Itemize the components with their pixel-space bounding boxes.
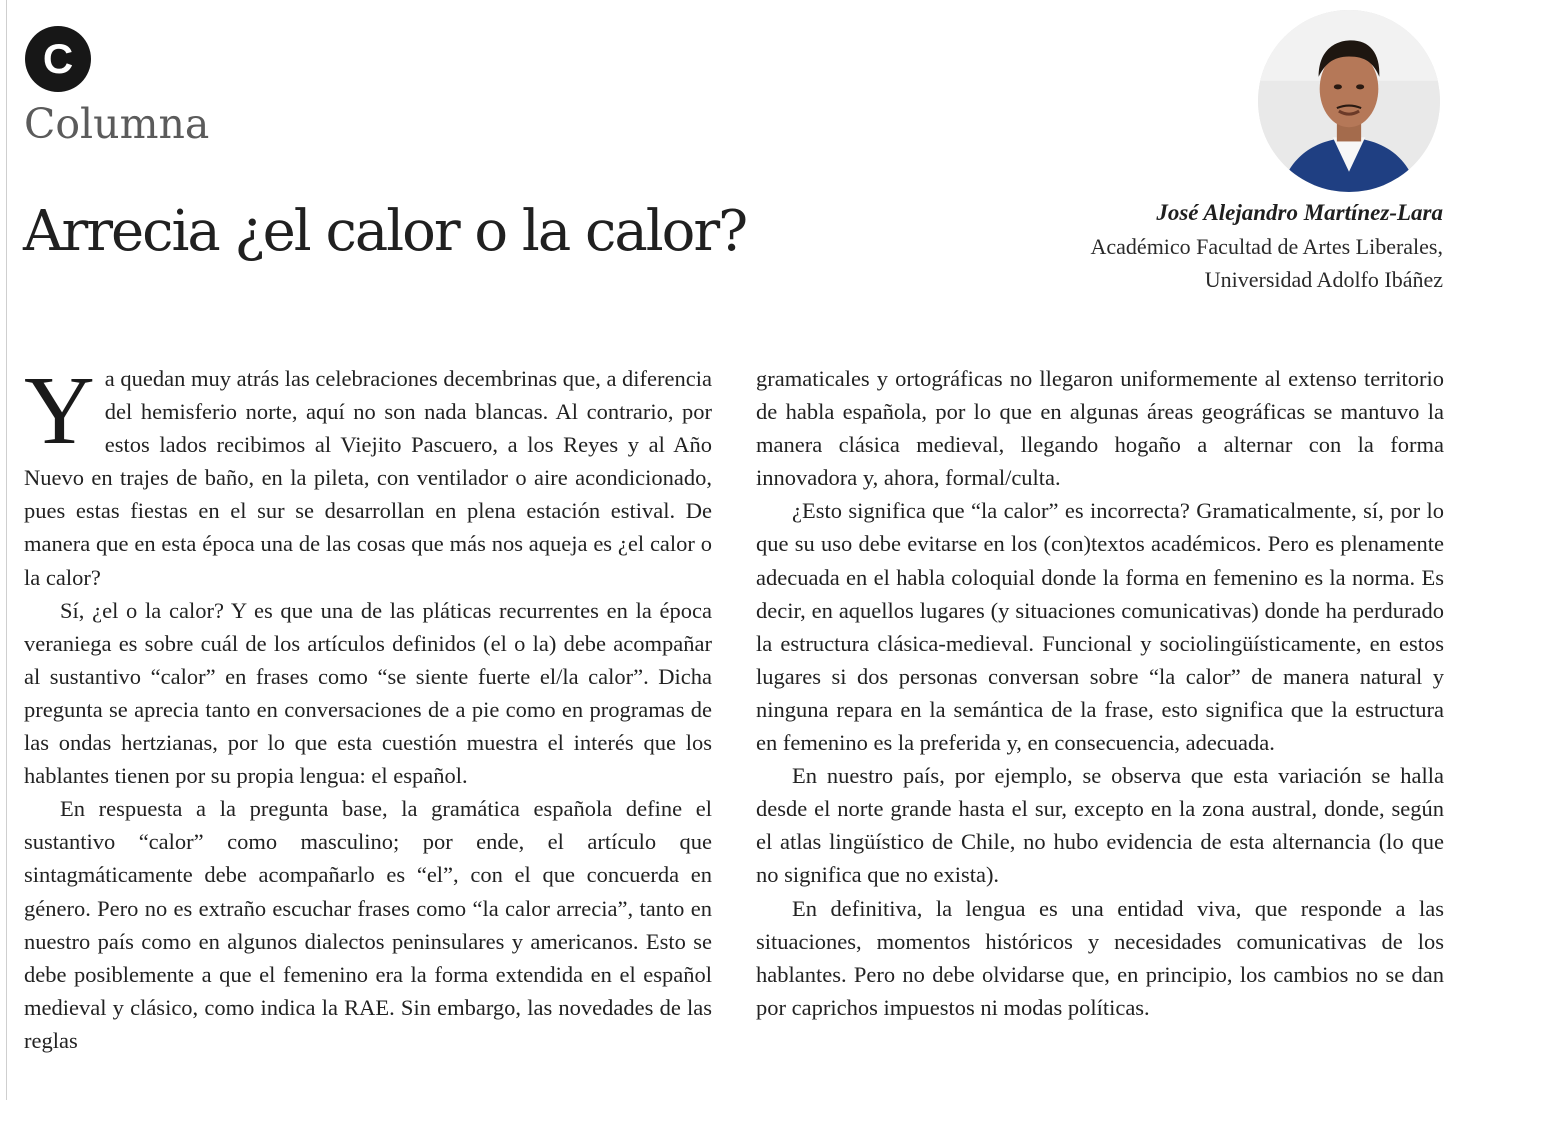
paragraph-text: a quedan muy atrás las celebraciones decembrinas que, a diferencia del hemisferio norte, aquí no son nada blancas. Al contrario, por estos lados recibimos al Viejito Pascuero, a los Reyes y al Año Nuevo en trajes de baño, en la pileta, con ventilador o aire acondicionado, pues estas fiestas en el sur se desarrollan en plena estación estival. De manera que en esta época una de las cosas que más nos aqueja es ¿el calor o la calor? (24, 366, 712, 590)
body-paragraph: En respuesta a la pregunta base, la gramática española define el sustantivo “calor” como masculino; por ende, el artículo que sintagmáticamente debe acompañarlo es “el”, con el que concuerda en género. Pero no es extraño escuchar frases como “la calor arrecia”, tanto en nuestro país como en algunos dialectos peninsulares y americanos. Esto se debe posiblemente a que el femenino era la forma extendida en el español medieval y clásico, como indica la RAE. Sin embargo, las novedades de las reglas (24, 796, 712, 1053)
body-paragraph: Sí, ¿el o la calor? Y es que una de las pláticas recurrentes en la época veraniega es sobre cuál de los artículos definidos (el o la) debe acompañar al sustantivo “calor” en frases como “se siente fuerte el/la calor”. Dicha pregunta se aprecia tanto en conversaciones de a pie como en programas de las ondas hertzianas, por lo que esta cuestión muestra el interés que los hablantes tienen por su propia lengua: el español. (24, 597, 712, 789)
body-paragraph: gramaticales y ortográficas no llegaron uniformemente al extenso territorio de habla española, por lo que en algunas áreas geográficas se mantuvo la manera clásica medieval, llegando hogaño a alternar con la forma innovadora y, ahora, formal/culta. (756, 366, 1444, 491)
section-label: Columna (24, 100, 210, 148)
drop-cap: Y (24, 357, 95, 465)
body-paragraph: En definitiva, la lengua es una entidad viva, que responde a las situaciones, momentos históricos y necesidades comunicativas de los hablantes. Pero no debe olvidarse que, en principio, los cambios no se dan por caprichos impuestos ni modas políticas. (756, 895, 1444, 1020)
page-margin-rule (6, 0, 7, 1100)
author-photo (1258, 10, 1440, 192)
article-headline: Arrecia ¿el calor o la calor? (23, 199, 747, 264)
author-portrait-image (1258, 10, 1440, 192)
body-paragraph (24, 357, 712, 594)
section-badge (25, 26, 91, 92)
body-paragraph: ¿Esto significa que “la calor” es incorrecta? Gramaticalmente, sí, por lo que su uso debe evitarse en los (con)textos académicos. Pero es plenamente adecuada en el habla coloquial donde la forma en femenino es la norma. Es decir, en aquellos lugares (y situaciones comunicativas) donde ha perdurado la estructura clásica-medieval. Funcional y sociolingüísticamente, en estos lugares si dos personas conversan sobre “la calor” de manera natural y ninguna repara en la semántica de la frase, esto significa que la estructura en femenino es la preferida y, en consecuencia, adecuada. (756, 498, 1444, 756)
author-name: José Alejandro Martínez-Lara (1156, 200, 1443, 225)
author-byline (883, 196, 1443, 296)
author-role-line-2: Universidad Adolfo Ibáñez (1204, 267, 1443, 292)
section-badge-letter: C (42, 35, 74, 82)
article-column-left (24, 357, 712, 1057)
author-role-line-1: Académico Facultad de Artes Liberales, (1090, 234, 1443, 259)
article-column-right (756, 362, 1444, 1024)
body-paragraph: En nuestro país, por ejemplo, se observa que esta variación se halla desde el norte grande hasta el sur, excepto en la zona austral, donde, según el atlas lingüístico de Chile, no hubo evidencia de esta alternancia (lo que no significa que no exista). (756, 763, 1444, 888)
